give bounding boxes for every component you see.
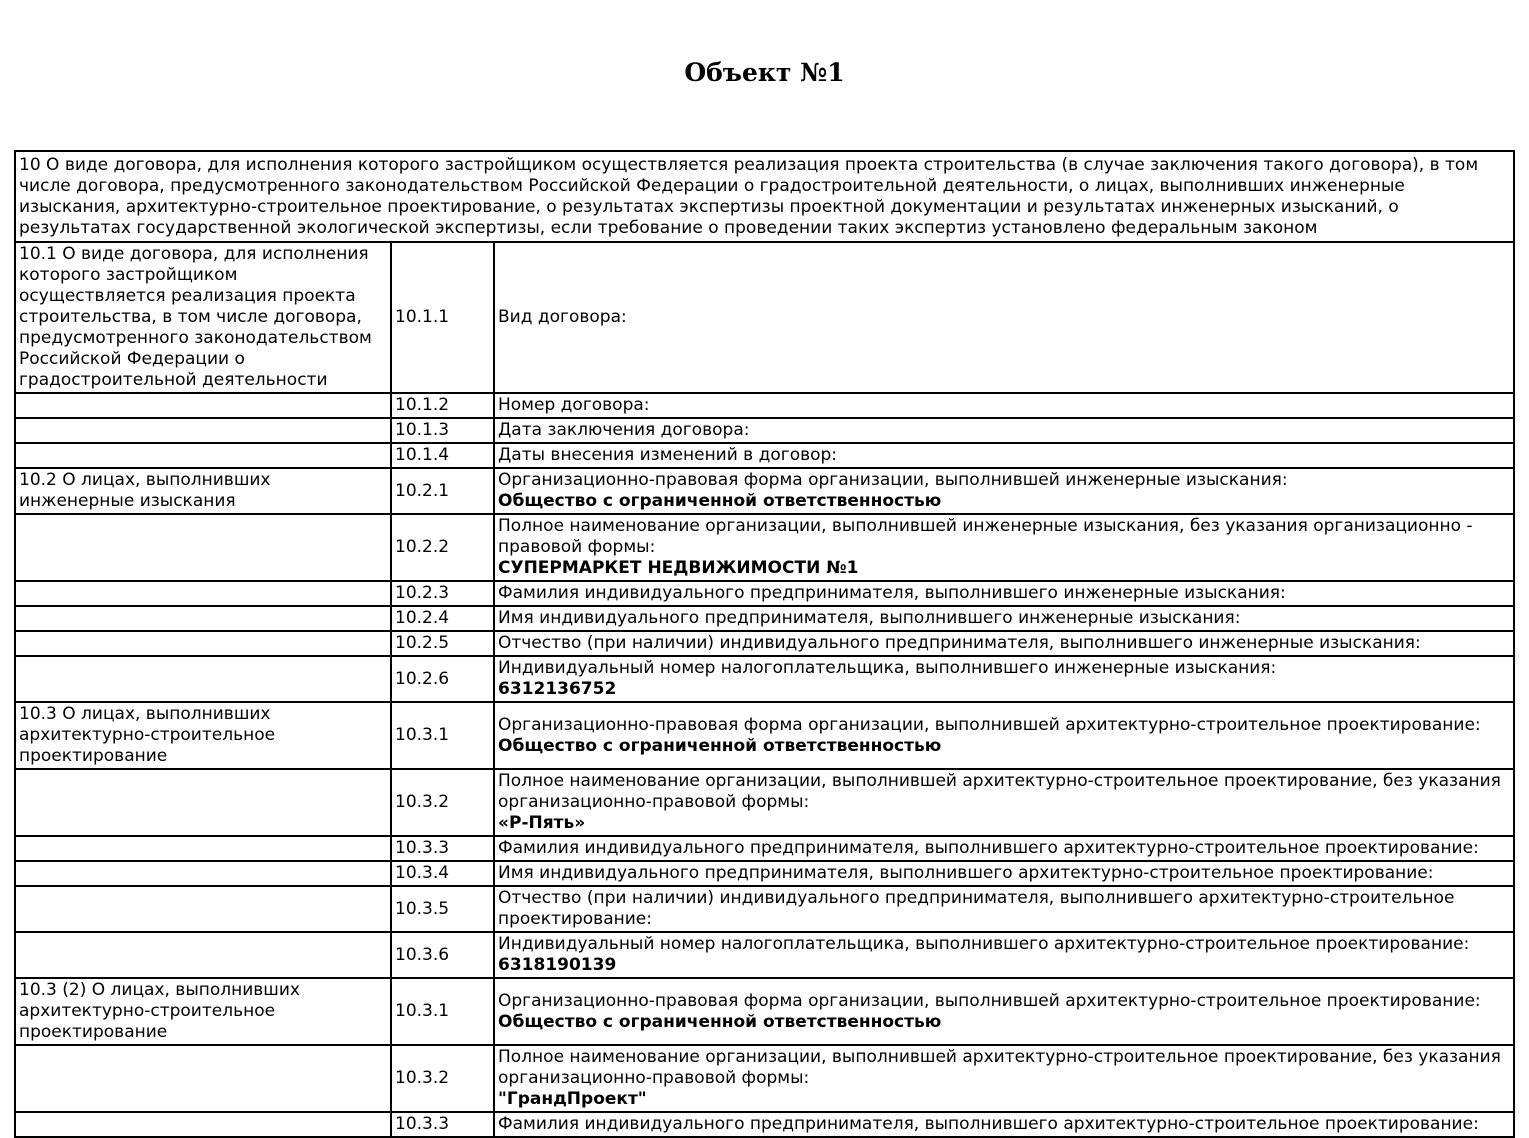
item-content-cell: [494, 418, 1514, 443]
item-label: Индивидуальный номер налогоплательщика, выполнившего инженерные изыскания:: [498, 658, 1277, 678]
item-value: Общество с ограниченной ответственностью: [498, 1011, 942, 1032]
item-value: "ГрандПроект": [498, 1089, 647, 1109]
table-row: [15, 1112, 1514, 1137]
item-number-cell: 10.3.3: [391, 1112, 494, 1137]
section-cell: 10.3 (2) О лицах, выполнивших архитектурно-строительное проектирование: [15, 978, 391, 1045]
item-label: Дата заключения договора:: [498, 420, 750, 440]
section-cell: [15, 443, 391, 468]
table-row: [15, 978, 1514, 1045]
item-content-cell: [494, 242, 1514, 393]
section-cell: [15, 1045, 391, 1112]
section-cell: [15, 606, 391, 631]
table-row: [15, 836, 1514, 861]
item-content-cell: [494, 769, 1514, 836]
item-content-cell: [494, 581, 1514, 606]
section-cell: [15, 631, 391, 656]
item-content-cell: [494, 1045, 1514, 1112]
item-number-cell: 10.3.3: [391, 836, 494, 861]
item-label: Отчество (при наличии) индивидуального предпринимателя, выполнившего инженерные изыскания:: [498, 633, 1421, 653]
item-content-cell: [494, 1112, 1514, 1137]
section-cell: 10.1 О виде договора, для исполнения которого застройщиком осуществляется реализация проекта строительства, в том числе договора, предусмотренного законодательством Российской Федерации о градостроительной деятельности: [15, 242, 391, 393]
section-cell: [15, 1112, 391, 1137]
item-label: Имя индивидуального предпринимателя, выполнившего архитектурно-строительное проектирование:: [498, 863, 1434, 883]
table-section-header-row: [15, 151, 1514, 242]
item-label: Имя индивидуального предпринимателя, выполнившего инженерные изыскания:: [498, 608, 1241, 628]
item-number-cell: 10.2.3: [391, 581, 494, 606]
item-content-cell: [494, 631, 1514, 656]
item-number-cell: 10.3.1: [391, 978, 494, 1045]
item-number-cell: 10.1.1: [391, 242, 494, 393]
section-cell: [15, 932, 391, 978]
section-cell: [15, 886, 391, 932]
item-content-cell: [494, 443, 1514, 468]
item-label: Индивидуальный номер налогоплательщика, выполнившего архитектурно-строительное проектирование:: [498, 934, 1470, 954]
table-row: [15, 886, 1514, 932]
item-label: Фамилия индивидуального предпринимателя, выполнившего архитектурно-строительное проектирование:: [498, 1114, 1479, 1134]
item-number-cell: 10.1.3: [391, 418, 494, 443]
item-content-cell: [494, 932, 1514, 978]
item-label: Полное наименование организации, выполнившей архитектурно-строительное проектирование, без указания организационно-правовой формы:: [498, 1047, 1501, 1088]
item-content-cell: [494, 514, 1514, 581]
item-content-cell: [494, 886, 1514, 932]
table-row: [15, 393, 1514, 418]
item-label: Организационно-правовая форма организации, выполнившей инженерные изыскания:: [498, 470, 1288, 490]
section-cell: [15, 514, 391, 581]
item-number-cell: 10.3.2: [391, 1045, 494, 1112]
item-value: Общество с ограниченной ответственностью: [498, 735, 942, 756]
item-number-cell: 10.2.2: [391, 514, 494, 581]
item-label: Вид договора:: [498, 307, 627, 327]
table-row: [15, 443, 1514, 468]
table-row: [15, 702, 1514, 769]
item-label: Организационно-правовая форма организации, выполнившей архитектурно-строительное проектирование:: [498, 714, 1481, 735]
section-cell: 10.2 О лицах, выполнивших инженерные изыскания: [15, 468, 391, 514]
table-row: [15, 769, 1514, 836]
item-content-cell: [494, 836, 1514, 861]
document-page: [0, 58, 1529, 1138]
item-content-cell: [494, 606, 1514, 631]
section-cell: [15, 836, 391, 861]
table-row: [15, 242, 1514, 393]
section-cell: [15, 393, 391, 418]
project-declaration-table: [14, 150, 1515, 1138]
item-label: Организационно-правовая форма организации, выполнившей архитектурно-строительное проектирование:: [498, 990, 1481, 1011]
table-row: [15, 468, 1514, 514]
item-content-cell: [494, 978, 1514, 1045]
item-number-cell: 10.2.5: [391, 631, 494, 656]
item-number-cell: 10.2.4: [391, 606, 494, 631]
section-cell: 10.3 О лицах, выполнивших архитектурно-строительное проектирование: [15, 702, 391, 769]
table-row: [15, 861, 1514, 886]
table-row: [15, 606, 1514, 631]
page-title: Объект №1: [684, 58, 845, 87]
item-value: «Р-Пять»: [498, 813, 586, 833]
item-label: Полное наименование организации, выполнившей инженерные изыскания, без указания организационно - правовой формы:: [498, 516, 1473, 557]
item-content-cell: [494, 393, 1514, 418]
item-content-cell: [494, 861, 1514, 886]
item-number-cell: 10.1.2: [391, 393, 494, 418]
item-value: Общество с ограниченной ответственностью: [498, 491, 942, 511]
item-label: Номер договора:: [498, 395, 650, 415]
item-label: Даты внесения изменений в договор:: [498, 445, 838, 465]
item-value: 6318190139: [498, 955, 617, 975]
item-value: 6312136752: [498, 679, 617, 699]
item-content-cell: [494, 702, 1514, 769]
item-label: Полное наименование организации, выполнившей архитектурно-строительное проектирование, без указания организационно-правовой формы:: [498, 771, 1501, 812]
item-label: Отчество (при наличии) индивидуального предпринимателя, выполнившего архитектурно-строительное проектирование:: [498, 888, 1455, 929]
table-row: [15, 1045, 1514, 1112]
section-cell: [15, 656, 391, 702]
table-row: [15, 932, 1514, 978]
section-header-cell: 10 О виде договора, для исполнения которого застройщиком осуществляется реализация проекта строительства (в случае заключения такого договора), в том числе договора, предусмотренного законодательством Российской Федерации о градостроительной деятельности, о лицах, выполнивших инженерные изыскания, архитектурно-строительное проектирование, о результатах экспертизы проектной документации и результатах инженерных изысканий, о результатах государственной экологической экспертизы, если требование о проведении таких экспертиз установлено федеральным законом: [15, 151, 1514, 242]
item-label: Фамилия индивидуального предпринимателя, выполнившего архитектурно-строительное проектирование:: [498, 838, 1479, 858]
table-row: [15, 514, 1514, 581]
item-number-cell: 10.1.4: [391, 443, 494, 468]
item-value: СУПЕРМАРКЕТ НЕДВИЖИМОСТИ №1: [498, 558, 859, 578]
item-label: Фамилия индивидуального предпринимателя, выполнившего инженерные изыскания:: [498, 583, 1286, 603]
section-cell: [15, 861, 391, 886]
table-row: [15, 581, 1514, 606]
section-cell: [15, 769, 391, 836]
item-number-cell: 10.3.2: [391, 769, 494, 836]
item-number-cell: 10.3.4: [391, 861, 494, 886]
table-row: [15, 656, 1514, 702]
table-row: [15, 631, 1514, 656]
item-number-cell: 10.2.6: [391, 656, 494, 702]
item-content-cell: [494, 656, 1514, 702]
table-row: [15, 418, 1514, 443]
item-number-cell: 10.3.6: [391, 932, 494, 978]
item-number-cell: 10.3.5: [391, 886, 494, 932]
section-cell: [15, 418, 391, 443]
item-number-cell: 10.2.1: [391, 468, 494, 514]
section-cell: [15, 581, 391, 606]
item-number-cell: 10.3.1: [391, 702, 494, 769]
item-content-cell: [494, 468, 1514, 514]
